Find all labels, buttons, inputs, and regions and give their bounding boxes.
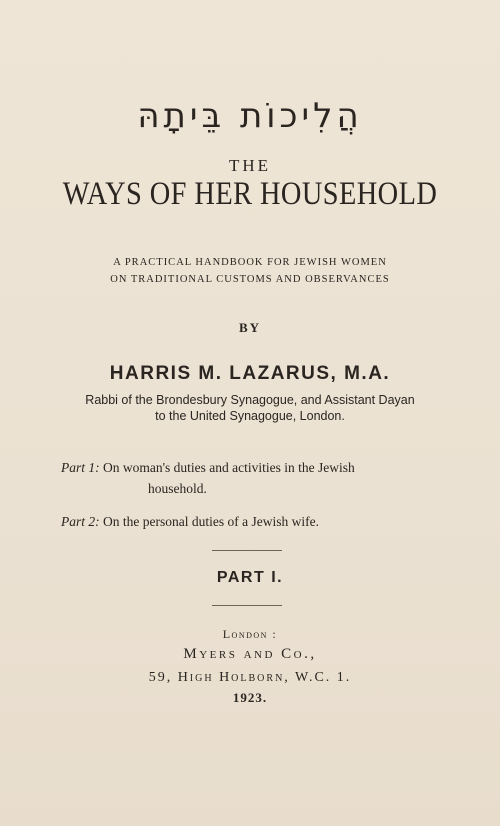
subtitle-line-1: A PRACTICAL HANDBOOK FOR JEWISH WOMEN — [113, 257, 387, 268]
publication-year: 1923. — [232, 690, 268, 705]
title-article: THE — [228, 156, 272, 175]
part-1-text: On woman's duties and activities in the Jewish — [103, 460, 355, 475]
publisher-name: Myers and Co., — [183, 646, 317, 662]
part-2-description — [61, 514, 319, 530]
subtitle-line-2: ON TRADITIONAL CUSTOMS AND OBSERVANCES — [110, 274, 390, 285]
main-title: WAYS OF HER HOUSEHOLD — [62, 176, 438, 212]
divider-bottom — [212, 605, 282, 606]
divider-top — [212, 550, 282, 551]
author-name: HARRIS M. LAZARUS, M.A. — [109, 363, 391, 384]
part-1-label: Part 1: — [61, 460, 100, 475]
part-heading: PART I. — [216, 569, 284, 586]
part-1-text-continued: household. — [148, 481, 207, 496]
part-2-label: Part 2: — [61, 514, 100, 529]
part-2-text: On the personal duties of a Jewish wife. — [103, 514, 319, 529]
publisher-address: 59, High Holborn, W.C. 1. — [148, 670, 352, 685]
author-affiliation-line-1: Rabbi of the Brondesbury Synagogue, and Assistant Dayan — [85, 393, 415, 407]
author-affiliation-line-2: to the United Synagogue, London. — [155, 409, 345, 423]
by-line: BY — [238, 320, 262, 335]
hebrew-title: הֲלִיכוֹת בֵּיתָהּ — [137, 96, 363, 136]
part-1-description — [61, 460, 355, 476]
publication-place: London : — [222, 627, 278, 641]
